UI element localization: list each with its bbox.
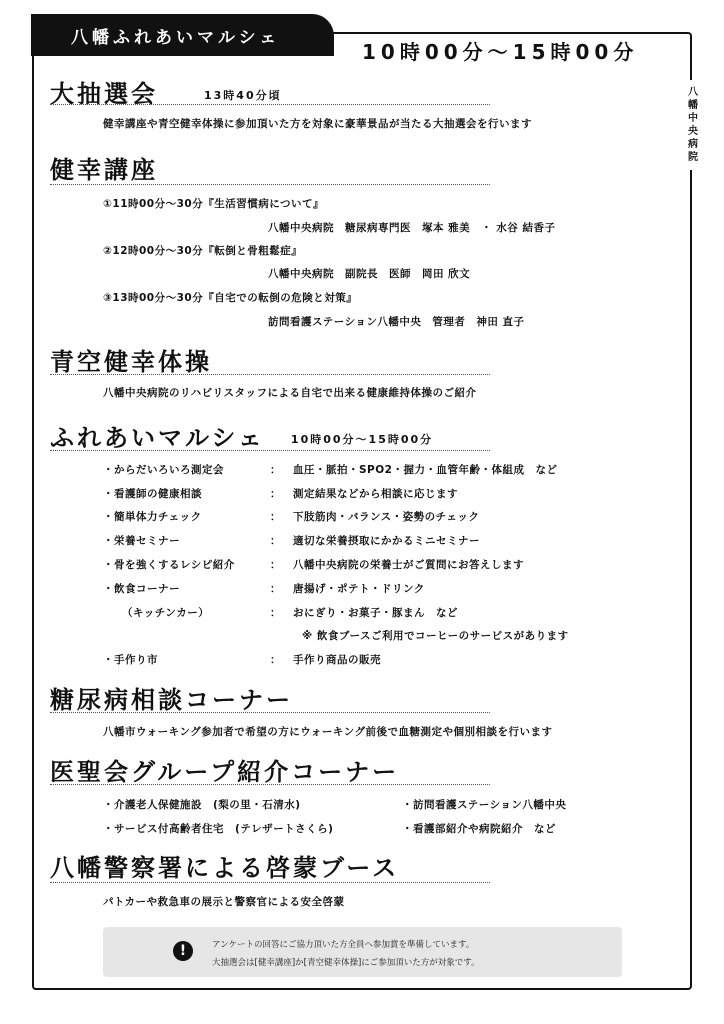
exercise-desc: 八幡中央病院のリハビリスタッフによる自宅で出来る健康維持体操のご紹介: [103, 387, 477, 399]
lecture-item-1: ①11時00分〜30分『生活習慣病について』: [103, 198, 325, 210]
lecture-speaker-1: 八幡中央病院 糖尿病専門医 塚本 雅美 ・ 水谷 結香子: [268, 222, 556, 234]
marche-item-name: ・簡単体力チェック: [103, 511, 202, 523]
diabetes-desc: 八幡市ウォーキング参加者で希望の方にウォーキング前後で血糖測定や個別相談を行います: [103, 726, 553, 738]
marche-item-desc: 血圧・脈拍・SPO2・握力・血管年齢・体組成 など: [293, 464, 558, 476]
marche-item-colon: ：: [270, 583, 281, 595]
side-label: [686, 80, 700, 170]
divider: [50, 104, 490, 105]
lecture-speaker-3: 訪問看護ステーション八幡中央 管理者 神田 直子: [268, 316, 525, 328]
divider: [50, 882, 490, 883]
marche-title: [50, 418, 433, 453]
police-desc: パトカーや救急車の展示と警察官による安全啓蒙: [103, 896, 345, 908]
marche-item-colon: ：: [270, 488, 281, 500]
group-title: 医聖会グループ紹介コーナー: [50, 758, 400, 786]
lecture-item-2: ②12時00分〜30分『転倒と骨粗鬆症』: [103, 245, 303, 257]
marche-item-desc: 八幡中央病院の栄養士がご質問にお答えします: [293, 559, 524, 571]
group-item: ・看護部紹介や病院紹介 など: [402, 823, 556, 835]
marche-item-desc: 手作り商品の販売: [293, 654, 381, 666]
lecture-title: 健幸講座: [50, 156, 158, 184]
divider: [50, 184, 490, 185]
marche-item-desc: 下肢筋肉・バランス・姿勢のチェック: [293, 511, 480, 523]
marche-item-desc: おにぎり・お菓子・豚まん など: [293, 607, 458, 619]
marche-item-colon: ：: [270, 607, 281, 619]
marche-item-colon: ：: [270, 654, 281, 666]
lottery-desc: 健幸講座や青空健幸体操に参加頂いた方を対象に豪華景品が当たる大抽選会を行います: [103, 118, 532, 130]
marche-time: 10時00分〜15時00分: [290, 433, 434, 446]
divider: [50, 450, 490, 451]
marche-item-name: ・からだいろいろ測定会: [103, 464, 224, 476]
notice-line-2: 大抽選会は[健幸講座]か[青空健幸体操]にご参加頂いた方が対象です。: [212, 958, 480, 968]
police-title: 八幡警察署による啓蒙ブース: [50, 854, 400, 882]
side-char: 幡: [688, 100, 698, 111]
marche-item-desc: 唐揚げ・ポテト・ドリンク: [293, 583, 425, 595]
lottery-time: 13時40分頃: [204, 89, 282, 102]
marche-item-name: （キッチンカー）: [122, 607, 210, 619]
marche-item-name: ・看護師の健康相談: [103, 488, 202, 500]
marche-item-colon: ：: [270, 535, 281, 547]
event-time: 10時00分〜15時00分: [362, 40, 639, 64]
side-char: 病: [688, 139, 698, 150]
marche-item-name: ・手作り市: [103, 654, 158, 666]
group-item: ・介護老人保健施設 (梨の里・石清水): [103, 799, 301, 811]
event-title-tab: [31, 14, 334, 56]
marche-item-colon: ：: [270, 559, 281, 571]
group-item: ・サービス付高齢者住宅 (テレザートさくら): [103, 823, 334, 835]
lecture-item-3: ③13時00分〜30分『自宅での転倒の危険と対策』: [103, 292, 358, 304]
side-char: 中: [688, 113, 698, 124]
marche-item-desc: 適切な栄養摂取にかかるミニセミナー: [293, 535, 480, 547]
marche-note: ※ 飲食ブースご利用でコーヒーのサービスがあります: [302, 630, 569, 642]
marche-item-colon: ：: [270, 511, 281, 523]
marche-item-name: ・骨を強くするレシピ紹介: [103, 559, 235, 571]
marche-title-text: ふれあいマルシェ: [50, 424, 265, 452]
notice-box: [103, 927, 622, 977]
side-char: 院: [688, 152, 698, 163]
exercise-title: 青空健幸体操: [50, 348, 212, 376]
marche-item-name: ・栄養セミナー: [103, 535, 180, 547]
lottery-title-text: 大抽選会: [50, 80, 158, 108]
lecture-speaker-2: 八幡中央病院 副院長 医師 岡田 欣文: [268, 268, 471, 280]
side-char: 央: [688, 126, 698, 137]
diabetes-title: 糖尿病相談コーナー: [50, 686, 293, 714]
side-char: 八: [688, 87, 698, 98]
marche-item-name: ・飲食コーナー: [103, 583, 180, 595]
group-item: ・訪問看護ステーション八幡中央: [402, 799, 567, 811]
divider: [50, 712, 490, 713]
divider: [50, 374, 490, 375]
marche-item-colon: ：: [270, 464, 281, 476]
divider: [50, 784, 490, 785]
notice-line-1: アンケートの回答にご協力頂いた方全員へ参加賞を準備しています。: [212, 940, 475, 950]
event-title: 八幡ふれあいマルシェ: [71, 27, 281, 48]
exclamation-icon: !: [173, 941, 193, 961]
marche-item-desc: 測定結果などから相談に応じます: [293, 488, 458, 500]
